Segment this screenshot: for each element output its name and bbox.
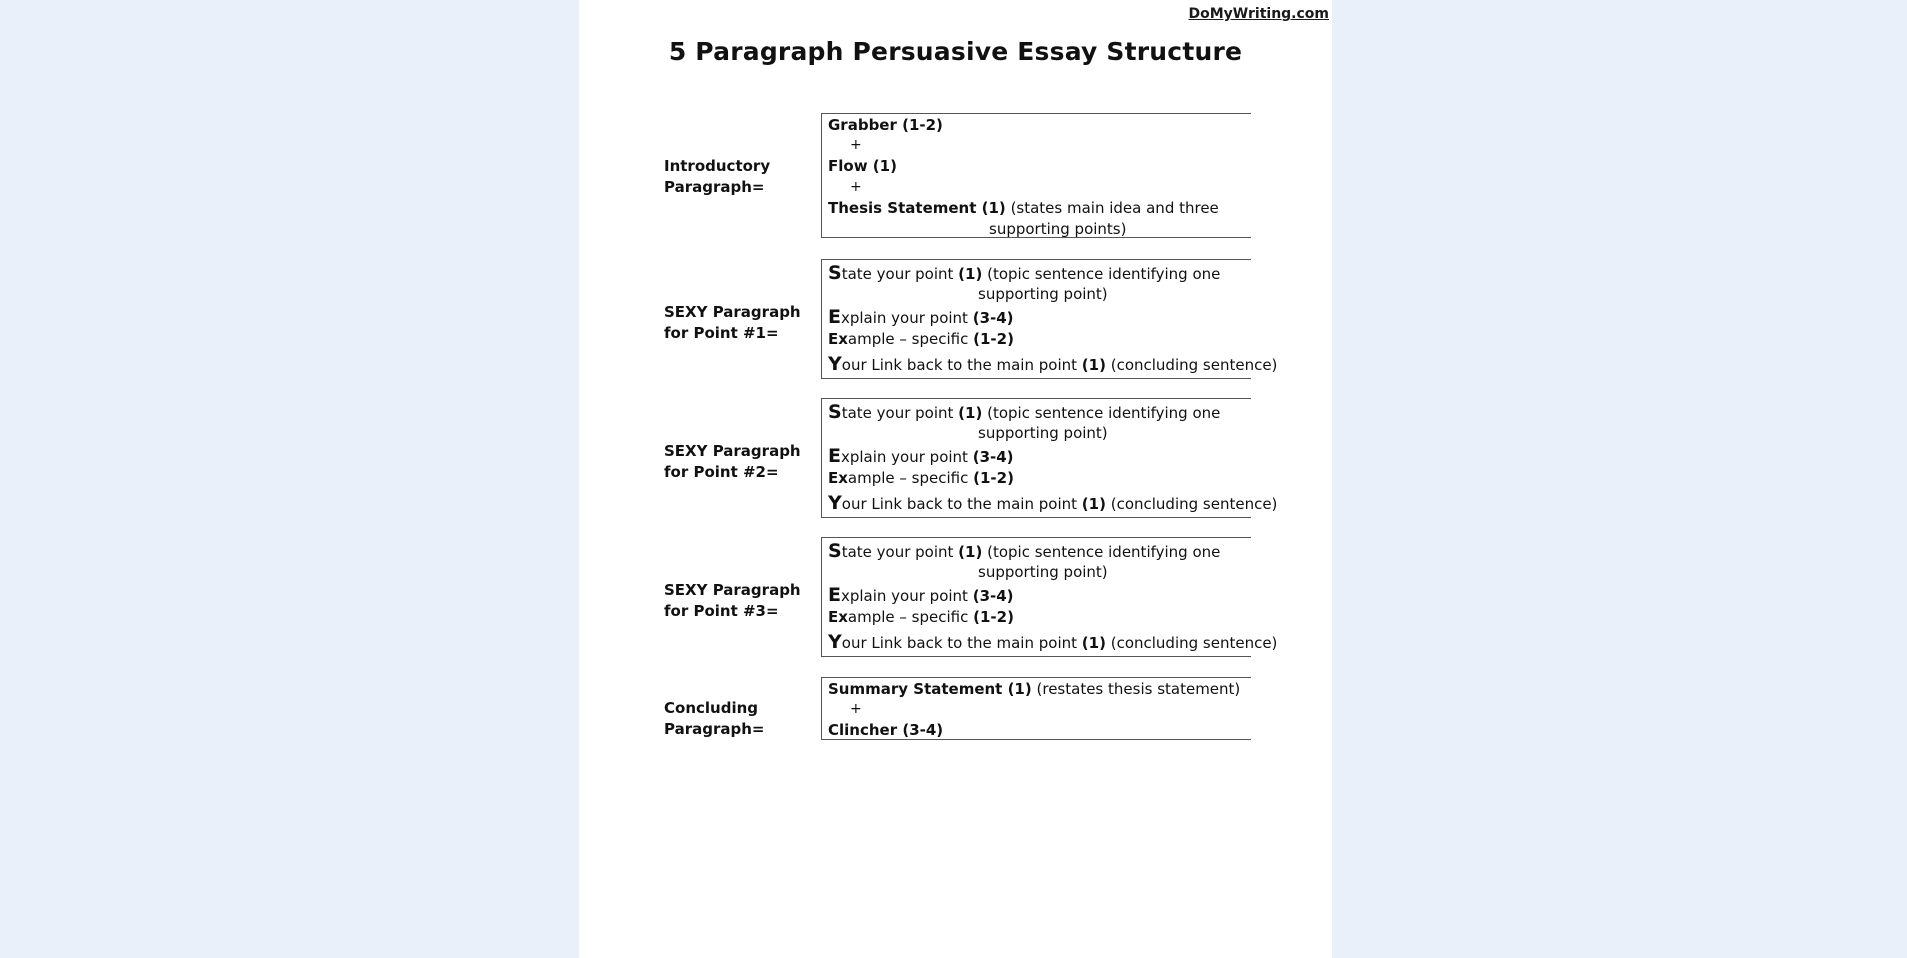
plus-sign: + — [850, 137, 862, 153]
explain-line: Explain your point (3-4) — [828, 306, 1014, 328]
grabber-line: Grabber (1-2) — [828, 116, 943, 134]
sexy-1-label: SEXY Paragraph for Point #1= — [664, 303, 801, 342]
conclusion-box — [821, 677, 1251, 740]
example-line: Example – specific (1-2) — [828, 469, 1014, 487]
sexy-1-box — [821, 259, 1278, 379]
intro-label: Introductory Paragraph= — [664, 157, 771, 196]
link-line: Your Link back to the main point (1) (concluding sentence) — [828, 353, 1278, 375]
link-line: Your Link back to the main point (1) (concluding sentence) — [828, 492, 1278, 514]
document-page — [579, 0, 1332, 958]
sexy-2-box — [821, 398, 1278, 518]
clincher-line: Clincher (3-4) — [828, 721, 944, 739]
plus-sign: + — [850, 701, 862, 717]
flow-line: Flow (1) — [828, 157, 897, 175]
state-note-cont: supporting point) — [978, 285, 1108, 303]
plus-sign: + — [850, 179, 862, 195]
state-note-cont: supporting point) — [978, 424, 1108, 442]
state-line: State your point (1) (topic sentence identifying one — [828, 540, 1221, 562]
watermark-link[interactable]: DoMyWriting.com — [1188, 6, 1329, 22]
example-line: Example – specific (1-2) — [828, 330, 1014, 348]
page-title: 5 Paragraph Persuasive Essay Structure — [668, 37, 1243, 66]
state-note-cont: supporting point) — [978, 563, 1108, 581]
state-line: State your point (1) (topic sentence identifying one — [828, 262, 1221, 284]
state-line: State your point (1) (topic sentence identifying one — [828, 401, 1221, 423]
conclusion-label: Concluding Paragraph= — [664, 699, 765, 738]
thesis-note-cont: supporting points) — [989, 220, 1127, 238]
summary-line: Summary Statement (1) (restates thesis statement) — [828, 680, 1241, 698]
sexy-2-label: SEXY Paragraph for Point #2= — [664, 442, 801, 481]
link-line: Your Link back to the main point (1) (concluding sentence) — [828, 631, 1278, 653]
explain-line: Explain your point (3-4) — [828, 445, 1014, 467]
sexy-3-box — [821, 537, 1278, 657]
explain-line: Explain your point (3-4) — [828, 584, 1014, 606]
intro-box — [821, 113, 1251, 238]
thesis-line: Thesis Statement (1) (states main idea and three — [828, 199, 1219, 217]
example-line: Example – specific (1-2) — [828, 608, 1014, 626]
sexy-3-label: SEXY Paragraph for Point #3= — [664, 581, 801, 620]
